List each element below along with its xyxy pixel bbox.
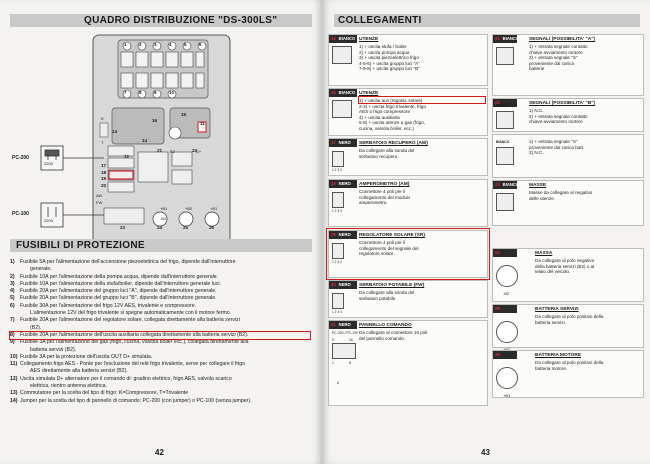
fuse-number: 11) bbox=[10, 361, 18, 368]
fuse-item bbox=[10, 310, 310, 317]
terminal-label: +B1 bbox=[503, 393, 511, 398]
right-page-title: COLLEGAMENTI bbox=[338, 15, 422, 26]
card-tag-number: 20 bbox=[331, 282, 336, 287]
connection-card bbox=[492, 134, 644, 178]
fuse-text: batteria servizi (B2). bbox=[30, 346, 77, 353]
card-line: delle utenze. bbox=[529, 195, 556, 201]
card-body bbox=[359, 148, 414, 159]
fuse-item bbox=[10, 339, 310, 346]
connection-card bbox=[328, 138, 488, 176]
card-body bbox=[529, 44, 588, 72]
card-tag bbox=[329, 139, 357, 147]
wire-color-label: BIANCO bbox=[496, 140, 510, 144]
card-line: 1) + entrata segnale contatto bbox=[529, 44, 588, 49]
connector-icon bbox=[496, 147, 514, 165]
card-body bbox=[529, 190, 592, 201]
card-line: 7-8-9) + uscita gruppo luci "B" bbox=[359, 66, 420, 72]
card-line: batterie bbox=[529, 66, 545, 72]
fuse-item bbox=[10, 390, 310, 397]
diagram-mark: +B2 bbox=[185, 206, 193, 211]
connector-icon bbox=[332, 46, 352, 64]
card-body bbox=[359, 330, 427, 341]
card-title: REGOLATORE SOLARE (SR) bbox=[359, 233, 425, 238]
fuse-text: Fusibile 30A per l'alimentazione del frigo 12V AES, trivalente e compressore. bbox=[20, 302, 197, 309]
card-title: SEGNALI (POSSIBILITA' "B") bbox=[529, 101, 596, 106]
card-line: 2) + entrata segnale contatto bbox=[529, 113, 588, 119]
card-tag-color: BIANCO bbox=[338, 90, 356, 95]
page-number-right: 43 bbox=[481, 448, 490, 457]
fuse-number: 8) bbox=[10, 331, 15, 338]
card-title: AMPEROMETRO (AM) bbox=[359, 182, 410, 187]
card-line: serbatoio potabile. bbox=[359, 295, 397, 301]
fuse-item bbox=[10, 347, 310, 354]
fuse-text: Commutatore per la scelta del tipo di frigo: K=Compressore, T=Trivalente bbox=[20, 390, 189, 397]
fuse-text: AES direttamente alla batteria servizi (B2). bbox=[30, 368, 128, 375]
fuse-item bbox=[10, 361, 310, 368]
fuse-item bbox=[10, 368, 310, 375]
card-line: Da collegare alla sonda del bbox=[359, 290, 415, 295]
card-line: chiave avviamento motore bbox=[529, 49, 583, 55]
diagram-callout-number: 20 bbox=[101, 183, 107, 188]
diagram-callout-number: 11 bbox=[200, 121, 205, 126]
card-line: regolatore solare. bbox=[359, 251, 395, 257]
connection-card bbox=[328, 320, 488, 406]
card-tag-number: 23 bbox=[495, 182, 500, 187]
card-line: Da collegare al polo negativo bbox=[535, 258, 595, 263]
card-title: MASSA bbox=[535, 251, 553, 256]
fuse-text: Fusibile 20A per l'alimentazione del gruppo luci "A", dipende dall'interruttore generale. bbox=[20, 288, 217, 295]
fuse-text: L'alimentazione 12V del frigo trivalente si spegne automaticamente con il motore fermo. bbox=[30, 310, 232, 317]
fuses-section-title: FUSIBILI DI PROTEZIONE bbox=[16, 240, 145, 251]
jumper-value-top: 2200 bbox=[44, 161, 53, 166]
left-page bbox=[0, 0, 322, 464]
fuse-text: generale. bbox=[30, 266, 52, 273]
card-line: 1) + entrata segnale "S" bbox=[529, 139, 578, 144]
terminal-post-icon bbox=[496, 321, 518, 343]
card-tag bbox=[493, 249, 517, 257]
card-body bbox=[359, 44, 420, 72]
diagram-callout-number: 13 bbox=[112, 129, 118, 134]
connection-card bbox=[328, 179, 488, 227]
connection-card bbox=[328, 34, 488, 86]
card-line: chiave avviamento motore bbox=[529, 119, 583, 125]
card-line: cucina, valvola boiler, ecc.) bbox=[359, 125, 414, 131]
connector-icon bbox=[332, 343, 356, 359]
connection-card bbox=[492, 248, 644, 302]
card-tag bbox=[329, 180, 357, 188]
fuse-item bbox=[10, 303, 310, 310]
card-body bbox=[359, 290, 414, 301]
diagram-mark: FW bbox=[96, 200, 103, 205]
card-title: UTENZE bbox=[359, 91, 379, 96]
page-number-left: 42 bbox=[155, 448, 164, 457]
card-line: collegamento del segnale del bbox=[359, 245, 419, 251]
connector-pin-label: 1 2 3 4 bbox=[332, 168, 342, 172]
panel-connector-pin-b: 16 bbox=[349, 338, 353, 342]
fuse-item bbox=[10, 398, 310, 405]
card-tag bbox=[493, 305, 517, 313]
diagram-callout-number: 22 bbox=[192, 148, 198, 153]
diagram-callout-number: 14 bbox=[142, 138, 148, 143]
card-tag bbox=[493, 35, 520, 43]
right-page bbox=[322, 0, 650, 464]
fuse-number: 13) bbox=[10, 390, 18, 397]
card-line: 2-3) + uscita frigo trivalente, frigo bbox=[359, 103, 427, 109]
relay-block bbox=[112, 108, 164, 144]
card-tag bbox=[493, 351, 517, 359]
card-tag-color: NERO bbox=[338, 282, 351, 287]
card-line: proveniente dal carica bbox=[529, 60, 574, 66]
diagram-mark: +B1 bbox=[160, 206, 168, 211]
connector-pin-label: 1 2 3 4 bbox=[332, 310, 342, 314]
fuse-text: Collegamento frigo AES - Ponte per l'esclusione del relè frigo trivalente, serve per collegare il frigo bbox=[20, 361, 246, 368]
diagram-callout-number: 19 bbox=[101, 176, 107, 181]
card-line: 1) + uscita stufa / boiler bbox=[359, 44, 407, 49]
diagram-callout-number: 12 bbox=[124, 154, 130, 159]
connector-icon bbox=[332, 151, 344, 167]
card-line: 2) N.C. bbox=[529, 150, 544, 156]
diagram-callout-number: 25 bbox=[183, 225, 189, 230]
diagram-callout-number: 17 bbox=[101, 163, 107, 168]
pc-200-label: PC-200 bbox=[12, 155, 29, 161]
card-body bbox=[359, 189, 410, 206]
card-tag-number: 16 bbox=[331, 90, 336, 95]
card-title: SERBATOIO RECUPERO (AW) bbox=[359, 141, 428, 146]
board-top-header bbox=[118, 40, 208, 98]
fuse-item bbox=[10, 317, 310, 324]
card-line: AES o frigo compressore bbox=[359, 109, 411, 115]
card-tag-color: BIANCO bbox=[502, 182, 520, 187]
diagram-callout-number: 26 bbox=[209, 225, 215, 230]
connector-icon bbox=[332, 100, 352, 118]
fuse-item bbox=[10, 376, 310, 383]
connection-card bbox=[492, 34, 644, 96]
pc-100-label: PC-100 bbox=[12, 211, 29, 217]
fuse-text: Fusibile 20A per l'alimentazione del gruppo luci "B", dipende dall'interruttore generale. bbox=[20, 295, 217, 302]
terminal-label: -B2 bbox=[503, 291, 510, 296]
fuse-item bbox=[10, 332, 310, 339]
fuse-number: 5) bbox=[10, 295, 15, 302]
connection-card bbox=[328, 88, 488, 136]
fuse-number: 1) bbox=[10, 259, 15, 265]
fuse-text: elettrica, rientro antenna elettrica. bbox=[30, 383, 107, 390]
card-tag-color: NERO bbox=[338, 181, 351, 186]
fuse-item bbox=[10, 274, 310, 281]
diagram-callout-number: 18 bbox=[101, 170, 107, 175]
diagram-callout-number: 9 bbox=[154, 90, 157, 95]
diagram-callout-number: 23 bbox=[120, 225, 126, 230]
right-page-header bbox=[334, 14, 640, 27]
card-line: 4) + uscita ausiliaria bbox=[359, 114, 400, 120]
card-line: 3) + uscita piezoelettrico frigo bbox=[359, 55, 419, 61]
diagram-mark: +B1 bbox=[210, 206, 218, 211]
card-tag-color: NERO bbox=[338, 140, 351, 145]
card-tag-color: BIANCO bbox=[338, 36, 356, 41]
card-tag-number: 24 bbox=[495, 250, 500, 255]
card-line: collegamento del modulo bbox=[359, 194, 411, 200]
diagram-callout-number: 4 bbox=[169, 42, 172, 47]
connector-icon bbox=[332, 293, 344, 309]
connection-card bbox=[492, 304, 644, 348]
fuse-item bbox=[10, 325, 310, 332]
card-title: BATTERIA SERVIZI bbox=[535, 307, 579, 312]
card-tag-number: 22 bbox=[495, 36, 500, 41]
fuse-text: Fusibile 3A per l'alimentazione del gas (frigo, cucina, valvola boiler ecc.), collegata direttamente alla bbox=[20, 339, 249, 346]
fuse-item bbox=[10, 259, 310, 266]
fuse-text: (B2). bbox=[30, 324, 42, 331]
card-line: Connettore 4 poli per il bbox=[359, 189, 406, 194]
diagram-callout-number: 2 bbox=[139, 42, 142, 47]
card-line: 4-5-6) + uscita gruppo luci "A" bbox=[359, 60, 420, 66]
card-line: 2) + uscita pompa acqua bbox=[359, 49, 410, 55]
card-line: Da collegare alla sonda del bbox=[359, 148, 415, 153]
card-line: del pannello comando. bbox=[359, 335, 406, 341]
card-line: batteria servizi. bbox=[535, 319, 566, 325]
diagram-callout-number: 6 bbox=[199, 42, 202, 47]
card-tag-number: 22 bbox=[495, 100, 500, 105]
fuses-section-header bbox=[10, 239, 312, 252]
fuse-item bbox=[10, 281, 310, 288]
card-tag bbox=[329, 89, 357, 97]
card-line: Masse da collegare al negativo bbox=[529, 190, 593, 195]
left-page-title: QUADRO DISTRIBUZIONE "DS-300LS" bbox=[84, 15, 278, 26]
card-line: Da collegare al connettore 16 poli bbox=[359, 330, 428, 335]
card-title: PANNELLO COMANDO bbox=[359, 323, 412, 328]
fuse-text: Fusibile 10A per l'alimentazione della stufa/boiler, dipende dall'interruttore generale luci. bbox=[20, 280, 221, 287]
diagram-callout-number: 24 bbox=[157, 225, 163, 230]
card-body bbox=[529, 139, 584, 156]
card-line: 1) N.C. bbox=[529, 108, 544, 113]
connection-card bbox=[492, 98, 644, 132]
card-tag-number: 25 bbox=[495, 306, 500, 311]
diagram-callout-number: 8 bbox=[139, 90, 142, 95]
panel-connector-pin-a: 9 bbox=[332, 338, 334, 342]
card-title: MASSE bbox=[529, 183, 547, 188]
diagram-callout-number: 5 bbox=[184, 42, 187, 47]
card-tag-color: NERO bbox=[338, 232, 351, 237]
connection-card bbox=[492, 350, 644, 398]
diagram-callout-number: 7 bbox=[124, 90, 127, 95]
fuse-number: 10) bbox=[10, 353, 18, 360]
fuse-text: Fusibile 20A per l'alimentazione del regolatore solare, collegata direttamente alla batteria servizi bbox=[20, 317, 240, 324]
diagram-callout-number: 15 bbox=[181, 112, 187, 117]
card-line: telaio del veicolo. bbox=[535, 269, 571, 275]
left-page-header bbox=[10, 14, 312, 27]
fuse-item bbox=[10, 288, 310, 295]
fuse-text: Fusibile 10A per l'alimentazione della pompa acqua, dipende dall'interruttore generale. bbox=[20, 273, 219, 280]
card-tag bbox=[329, 35, 357, 43]
fuse-text: Fusibile 3A per la protezione dell'uscita OUT D+ simulata. bbox=[20, 353, 153, 360]
fuse-text: Jumper per la scelta del tipo di pannello di comando: PC-200 (con jumper) o PC-100 (senza jumper). bbox=[20, 397, 252, 404]
card-tag bbox=[493, 181, 520, 189]
diagram-callout-number: 1 bbox=[124, 42, 127, 47]
jumper-value-bottom: 2200 bbox=[44, 218, 53, 223]
diagram-callout-number: 3 bbox=[154, 42, 157, 47]
diagram-mark: B2 bbox=[170, 149, 175, 154]
fuse-text: Fusibile 20A per l'alimentazione dell'uscita ausiliaria collegata direttamente alla batteria servizi (B2). bbox=[20, 331, 249, 338]
wire-color-label: ROSSO bbox=[496, 104, 509, 108]
connection-card bbox=[328, 280, 488, 318]
panel-connector-pin-d: 8 bbox=[349, 361, 351, 365]
fuse-item bbox=[10, 266, 310, 273]
fuse-list bbox=[10, 259, 310, 405]
card-tag bbox=[329, 281, 357, 289]
fuse-number: 12) bbox=[10, 375, 18, 382]
connector-pin-label: 1 2 3 4 bbox=[332, 260, 342, 264]
bottom-connector bbox=[104, 208, 144, 224]
card-line: batteria motore. bbox=[535, 365, 568, 371]
fuse-item bbox=[10, 354, 310, 361]
fuse-number: 14) bbox=[10, 397, 18, 404]
diagram-mark: D+ bbox=[196, 149, 202, 154]
panel-connector-arrow: A bbox=[337, 381, 340, 385]
card-tag-number: 26 bbox=[495, 352, 500, 357]
terminal-post-icon bbox=[496, 265, 518, 287]
fuse-number: 9) bbox=[10, 339, 15, 346]
diagram-mark: AW bbox=[96, 193, 103, 198]
connector-icon bbox=[496, 193, 514, 211]
card-line: 5-6) + uscita utenze a gas (frigo, bbox=[359, 120, 426, 126]
panel-connector-label: PC-200 / PC-100 bbox=[332, 331, 358, 335]
fuse-text: Fusibile 5A per l'alimentazione dell'accensione piezoelettrica del frigo, dipende dall'interruttore bbox=[20, 259, 236, 265]
card-tag-number: 19 bbox=[331, 232, 336, 237]
card-line: serbatoio recupero. bbox=[359, 153, 399, 159]
fuse-text: Uscita simulata D+ alternatore per il comando di: gradino elettrico, frigo AES, valvola scarico bbox=[20, 375, 232, 382]
card-tag-number: 17 bbox=[331, 140, 336, 145]
card-line: proveniente dal carica batt. bbox=[529, 144, 585, 150]
panel-connector-pin-c: 1 bbox=[332, 361, 334, 365]
diagram-mark: K bbox=[101, 116, 104, 121]
card-body bbox=[529, 108, 588, 125]
fuse-number: 6) bbox=[10, 302, 15, 309]
fuse-number: 4) bbox=[10, 288, 15, 295]
card-tag-number: 18 bbox=[331, 181, 336, 186]
connector-pin-label: 1 2 3 4 bbox=[332, 209, 342, 213]
connector-icon bbox=[496, 111, 514, 129]
diagram-callout-number: 21 bbox=[157, 148, 163, 153]
connector-icon bbox=[496, 47, 514, 65]
solar-regulator-highlight bbox=[326, 228, 490, 280]
card-title: UTENZE bbox=[359, 37, 379, 42]
card-line: Da collegare al polo positivo della bbox=[535, 314, 604, 319]
card-line: 2) + entrata segnale "S" bbox=[529, 55, 578, 61]
fuse-item bbox=[10, 383, 310, 390]
card-tag-number: 21 bbox=[331, 322, 336, 327]
card-line: amperometro. bbox=[359, 200, 388, 206]
card-line: Connettore 4 poli per il bbox=[359, 240, 406, 245]
aux-output-highlight bbox=[358, 96, 486, 104]
terminal-post-icon bbox=[496, 367, 518, 389]
diagram-mark: -B2 bbox=[160, 216, 167, 221]
switch-k-t bbox=[100, 123, 108, 137]
card-line: Da collegare al polo positivo della bbox=[535, 360, 604, 365]
fuse-number: 3) bbox=[10, 280, 15, 287]
fuse-item bbox=[10, 295, 310, 302]
diagram-callout-number: 10 bbox=[169, 90, 175, 95]
diagram-callout-number: 16 bbox=[152, 118, 158, 123]
card-tag-color: NERO bbox=[338, 322, 351, 327]
connection-card bbox=[492, 180, 644, 226]
card-title: SEGNALI (POSSIBILITA' "A") bbox=[529, 37, 596, 42]
card-body bbox=[535, 258, 594, 275]
fuse-number: 7) bbox=[10, 317, 15, 324]
card-tag bbox=[329, 321, 357, 329]
card-title: BATTERIA MOTORE bbox=[535, 353, 582, 358]
diagram-mark: T bbox=[101, 140, 104, 145]
connector-icon bbox=[332, 192, 344, 208]
card-title: SERBATOIO POTABILE (FW) bbox=[359, 283, 425, 288]
card-line: 1) + uscita aux (regolat. solare) bbox=[359, 98, 423, 103]
card-line: della batteria servizi (B2) o al bbox=[535, 263, 595, 269]
card-body bbox=[535, 314, 603, 325]
fuse-number: 2) bbox=[10, 273, 15, 280]
card-tag-color: BIANCO bbox=[502, 36, 520, 41]
card-body bbox=[535, 360, 603, 371]
card-tag-number: 16 bbox=[331, 36, 336, 41]
